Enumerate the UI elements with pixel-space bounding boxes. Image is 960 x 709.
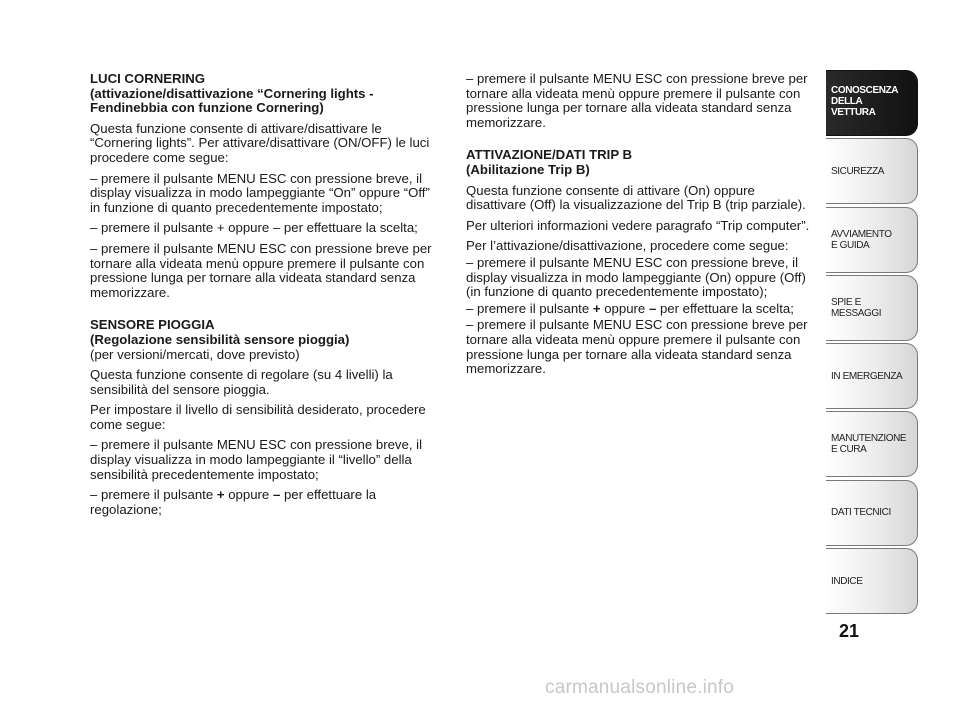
cornering-heading: LUCI CORNERING (attivazione/disattivazione “Cornering lights - Fendinebbia con funzione Cornering) <box>90 71 374 116</box>
tab-dati-tecnici[interactable]: DATI TECNICI <box>826 480 918 546</box>
paragraph: Per impostare il livello di sensibilità desiderato, procedere come segue: <box>90 402 426 432</box>
paragraph: – premere il pulsante MENU ESC con pressione breve per tornare alla videata menù oppure premere il pulsante con pressione lunga per tornare alla videata standard senza memorizzare. <box>466 317 808 377</box>
paragraph: – premere il pulsante MENU ESC con pressione breve, il display visualizza in modo lampeggiante il “livello” della sensibilità precedentemente impostato; <box>90 437 423 482</box>
tab-indice[interactable]: INDICE <box>826 548 918 614</box>
paragraph: Per ulteriori informazioni vedere paragrafo “Trip computer”. <box>466 217 810 233</box>
plus-symbol: + <box>216 487 225 503</box>
paragraph: – premere il pulsante + oppure – per effettuare la scelta; <box>90 220 418 236</box>
paragraph: Questa funzione consente di regolare (su 4 livelli) la sensibilità del sensore pioggia. <box>90 367 393 397</box>
right-column <box>466 72 811 383</box>
tab-avviamento-guida[interactable]: AVVIAMENTO E GUIDA <box>826 207 918 273</box>
paragraph: Questa funzione consente di attivare (On) oppure disattivare (Off) la visualizzazione del Trip B (trip parziale). <box>466 182 806 213</box>
availability-note: (per versioni/mercati, dove previsto) <box>90 346 300 362</box>
tab-manutenzione-cura[interactable]: MANUTENZIONE E CURA <box>826 411 918 477</box>
plus-symbol: + <box>592 300 601 316</box>
paragraph: – premere il pulsante MENU ESC con pressione breve, il display visualizza in modo lampeggiante “On” oppure “Off” in funzione di quanto precedentemente impostato; <box>90 170 430 215</box>
left-column <box>90 72 440 523</box>
tab-spie-messaggi[interactable]: SPIE E MESSAGGI <box>826 275 918 341</box>
tab-conoscenza-vettura[interactable]: CONOSCENZA DELLA VETTURA <box>826 70 918 136</box>
watermark: carmanualsonline.info <box>545 677 735 698</box>
paragraph: – premere il pulsante MENU ESC con pressione breve, il display visualizza in modo lampeggiante (On) oppure (Off) (in funzione di quanto precedentemente impostato); <box>466 254 806 300</box>
paragraph: – premere il pulsante MENU ESC con pressione breve per tornare alla videata menù oppure premere il pulsante con pressione lunga per tornare alla videata standard senza memorizzare. <box>90 240 432 300</box>
chapter-tabs <box>826 70 918 616</box>
minus-symbol: – <box>648 300 657 316</box>
rain-sensor-heading: SENSORE PIOGGIA (Regolazione sensibilità sensore pioggia) <box>90 317 350 347</box>
tab-in-emergenza[interactable]: IN EMERGENZA <box>826 343 918 409</box>
paragraph: Per l’attivazione/disattivazione, procedere come segue: <box>466 238 789 254</box>
paragraph: – premere il pulsante + oppure – per effettuare la scelta; <box>466 300 794 316</box>
paragraph: – premere il pulsante MENU ESC con pressione breve per tornare alla videata menù oppure premere il pulsante con pressione lunga per tornare alla videata standard senza memorizzare. <box>466 71 808 130</box>
minus-symbol: – <box>272 487 281 503</box>
tab-sicurezza[interactable]: SICUREZZA <box>826 138 918 204</box>
paragraph: Questa funzione consente di attivare/disattivare le “Cornering lights”. Per attivare/disattivare (ON/OFF) le luci procedere come segue: <box>90 120 430 165</box>
page-number: 21 <box>838 621 860 641</box>
paragraph: – premere il pulsante + oppure – per effettuare la regolazione; <box>90 487 377 517</box>
trip-b-heading: ATTIVAZIONE/DATI TRIP B (Abilitazione Trip B) <box>466 147 633 177</box>
